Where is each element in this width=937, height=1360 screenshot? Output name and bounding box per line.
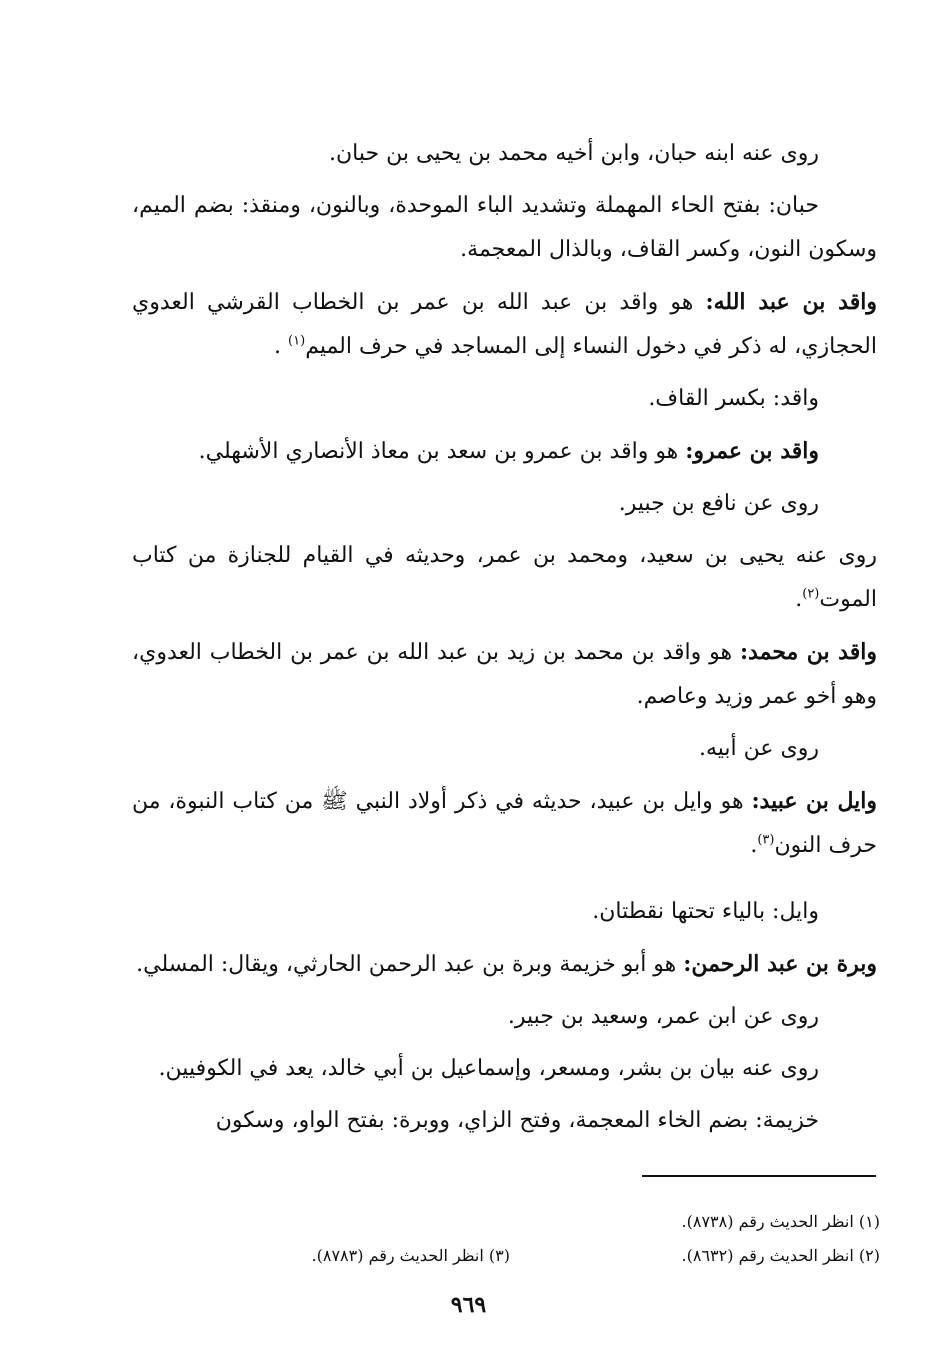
paragraph-7: روى عنه يحيى بن سعيد، ومحمد بن عمر، وحديثه في القيام للجنازة من كتاب الموت$^{(٢)}$. [132, 543, 877, 612]
paragraph-2: حبان: بفتح الحاء المهملة وتشديد الباء الموحدة، وبالنون، ومنقذ: بضم الميم، وسكون النون، وكسر القاف، وبالذال المعجمة. [132, 193, 877, 262]
paragraph-3: واقد بن عبد الله: هو واقد بن عبد الله بن عمر بن الخطاب القرشي العدوي الحجازي، له ذكر في دخول النساء إلى المساجد في حرف الميم$^{(١)}$ . [132, 289, 877, 359]
footnote-1: (١) انظر الحديث رقم (٨٧٣٨). [681, 1212, 880, 1231]
footnote-ref: (١) [288, 333, 306, 349]
entry-heading: واقد بن محمد: [739, 639, 877, 665]
footnote-ref: (٢) [802, 586, 820, 602]
paragraph-5: واقد بن عمرو: هو واقد بن عمرو بن سعد بن معاذ الأنصاري الأشهلي. [198, 438, 819, 464]
footnote-3: (٣) انظر الحديث رقم (٨٧٨٣). [311, 1246, 510, 1265]
footnote-divider [642, 1175, 876, 1177]
entry-heading: وايل بن عبيد: [751, 788, 877, 814]
paragraph-13: روى عن ابن عمر، وسعيد بن جبير. [507, 1004, 819, 1029]
paragraph-11: وايل: بالياء تحتها نقطتان. [592, 899, 819, 924]
paragraph-8: واقد بن محمد: هو واقد بن محمد بن زيد بن عبد الله بن عمر بن الخطاب العدوي، وهو أخو عمر وزيد وعاصم. [132, 639, 877, 709]
footnote-ref: (٣) [757, 832, 775, 848]
footnotes [250, 1205, 880, 1273]
main-text [132, 132, 877, 1151]
footnote-2: (٢) انظر الحديث رقم (٨٦٣٢). [681, 1246, 880, 1265]
paragraph-15: خزيمة: بضم الخاء المعجمة، وفتح الزاي، ووبرة: بفتح الواو، وسكون [215, 1108, 819, 1133]
paragraph-9: روى عن أبيه. [699, 736, 819, 761]
page-number: ٩٦٩ [450, 1292, 487, 1318]
paragraph-6: روى عن نافع بن جبير. [618, 491, 819, 516]
entry-heading: واقد بن عبد الله: [705, 289, 877, 315]
paragraph-10: وايل بن عبيد: هو وايل بن عبيد، حديثه في ذكر أولاد النبي ﷺ من كتاب النبوة، من حرف النون$^{(٣)}$. [132, 788, 877, 858]
paragraph-14: روى عنه بيان بن بشر، ومسعر، وإسماعيل بن أبي خالد، يعد في الكوفيين. [158, 1056, 819, 1081]
footnote-row-2 [250, 1239, 880, 1273]
entry-heading: واقد بن عمرو: [685, 438, 819, 464]
paragraph-12: وبرة بن عبد الرحمن: هو أبو خزيمة وبرة بن عبد الرحمن الحارثي، ويقال: المسلي. [136, 951, 877, 977]
paragraph-1: روى عنه ابنه حبان، وابن أخيه محمد بن يحيى بن حبان. [329, 141, 819, 166]
entry-heading: وبرة بن عبد الرحمن: [683, 951, 877, 977]
footnote-row-1 [250, 1205, 880, 1239]
spacer [132, 876, 877, 890]
paragraph-4: واقد: بكسر القاف. [648, 386, 819, 411]
